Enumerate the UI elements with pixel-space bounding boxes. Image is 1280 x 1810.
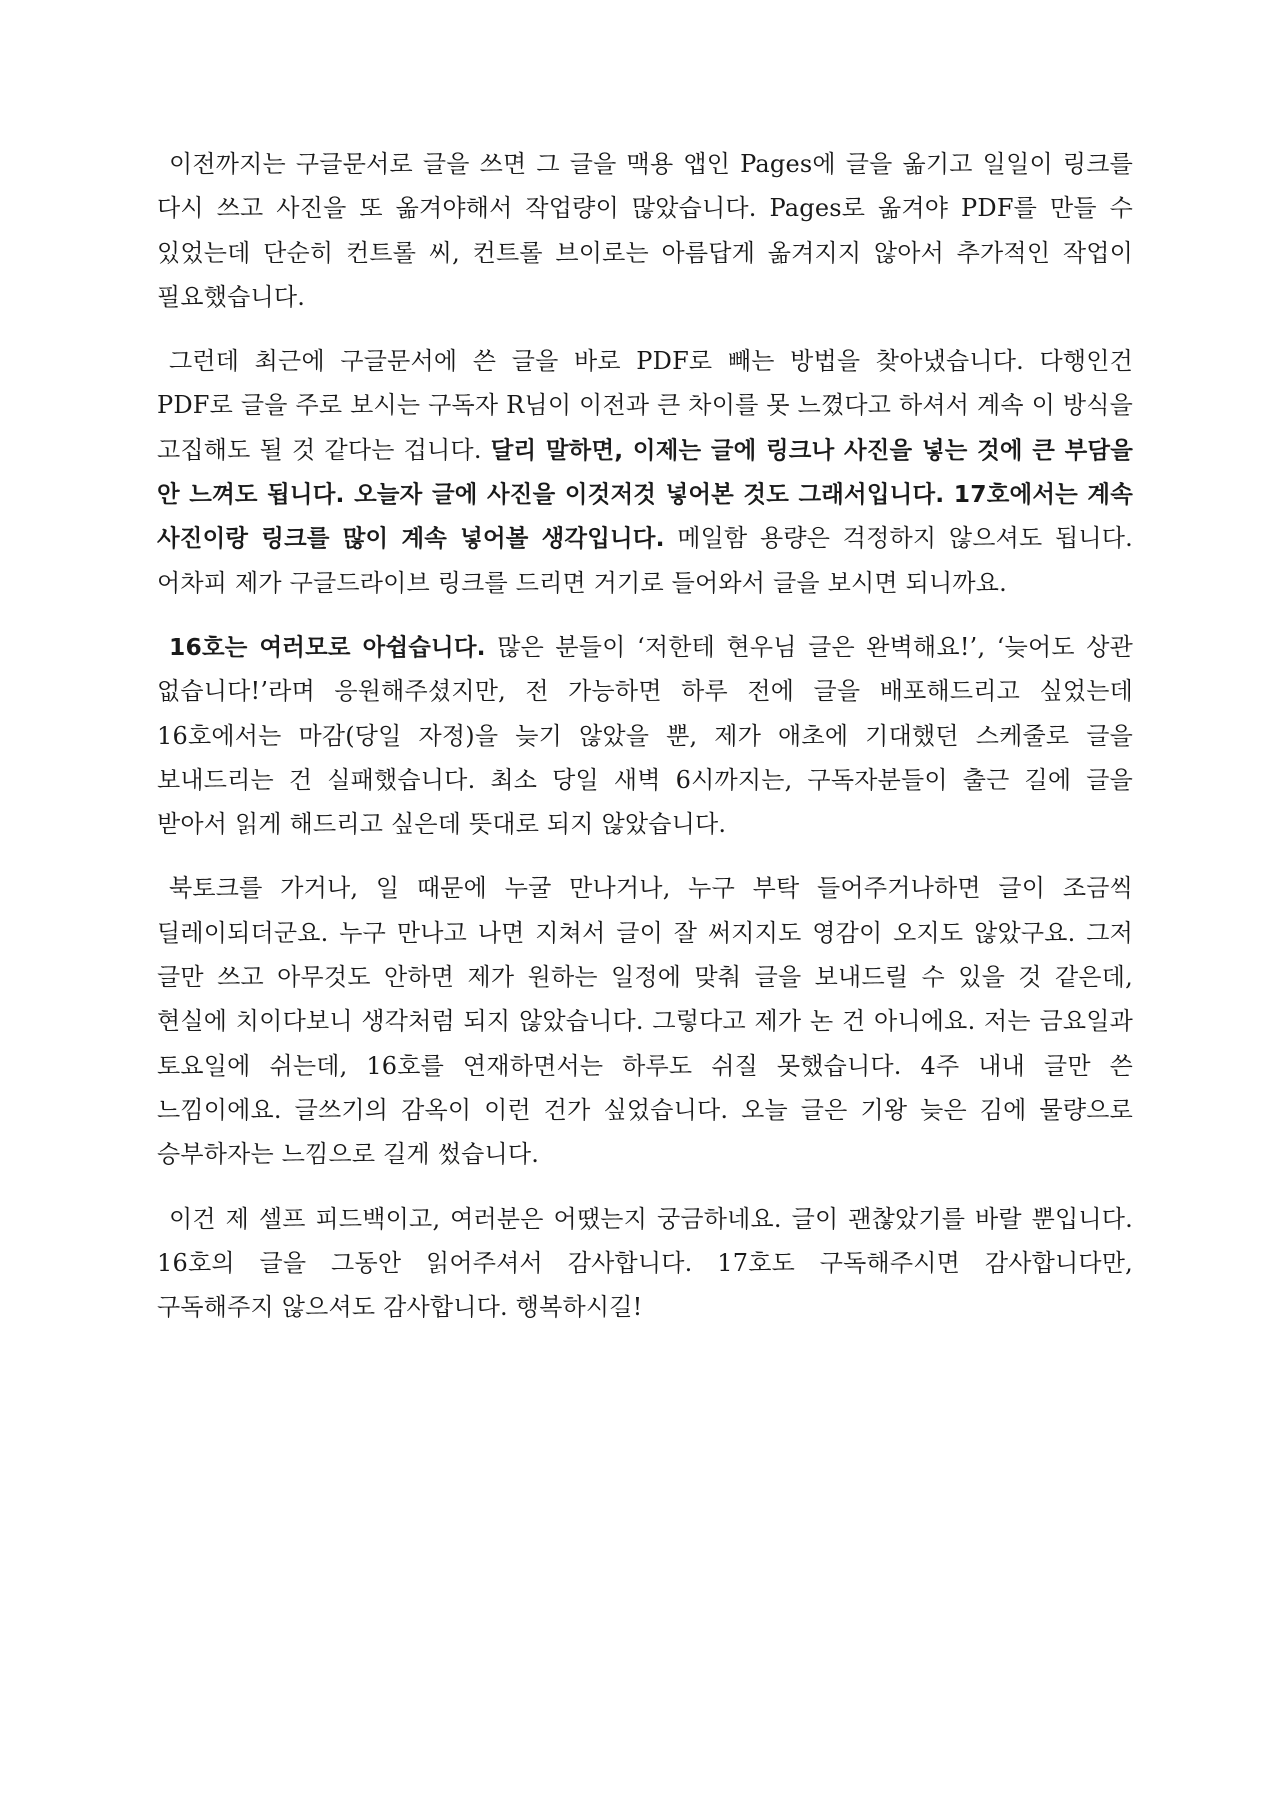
paragraph-3 [157,625,1133,846]
document-page [157,142,1133,1349]
paragraph-2-text-end: 메일함 용량은 걱정하지 않으셔도 됩니다. 어차피 제가 구글드라이브 링크를 드리면 거기로 들어와서 글을 보시면 되니까요. [157,524,1133,597]
paragraph-3-bold-text: 16호는 여러모로 아쉽습니다. [169,632,486,661]
paragraph-5-text: 이건 제 셀프 피드백이고, 여러분은 어땠는지 궁금하네요. 글이 괜찮았기를 바랄 뿐입니다. 16호의 글을 그동안 읽어주셔서 감사합니다. 17호도 구독해주시면 감사합니다만, 구독해주지 않으셔도 감사합니다. 행복하시길! [157,1204,1133,1322]
paragraph-1-text: 이전까지는 구글문서로 글을 쓰면 그 글을 맥용 앱인 Pages에 글을 옮기고 일일이 링크를 다시 쓰고 사진을 또 옮겨야해서 작업량이 많았습니다. Pages로 옮겨야 PDF를 만들 수 있었는데 단순히 컨트롤 씨, 컨트롤 브이로는 아름답게 옮겨지지 않아서 추가적인 작업이 필요했습니다. [157,150,1133,311]
paragraph-2-text: 그런데 최근에 구글문서에 쓴 글을 바로 PDF로 빼는 방법을 찾아냈습니다. 다행인건 PDF로 글을 주로 보시는 구독자 R님이 이전과 큰 차이를 못 느꼈다고 하셔서 계속 이 방식을 고집해도 될 것 같다는 겁니다. [157,347,1133,464]
paragraph-4-text: 북토크를 가거나, 일 때문에 누굴 만나거나, 누구 부탁 들어주거나하면 글이 조금씩 딜레이되더군요. 누구 만나고 나면 지쳐서 글이 잘 써지지도 영감이 오지도 않았구요. 그저 글만 쓰고 아무것도 안하면 제가 원하는 일정에 맞춰 글을 보내드릴 수 있을 것 같은데, 현실에 치이다보니 생각처럼 되지 않았습니다. 그렇다고 제가 논 건 아니에요. 저는 금요일과 토요일에 쉬는데, 16호를 연재하면서는 하루도 쉬질 못했습니다. 4주 내내 글만 쓴 느낌이에요. 글쓰기의 감옥이 이런 건가 싶었습니다. 오늘 글은 기왕 늦은 김에 물량으로 승부하자는 느낌으로 길게 썼습니다. [157,874,1133,1169]
paragraph-2 [157,339,1133,605]
paragraph-5 [157,1197,1133,1330]
paragraph-4 [157,866,1133,1176]
paragraph-2-bold-text: 달리 말하면, 이제는 글에 링크나 사진을 넣는 것에 큰 부담을 안 느껴도 됩니다. 오늘자 글에 사진을 이것저것 넣어본 것도 그래서입니다. 17호에서는 계속 사진이랑 링크를 많이 계속 넣어볼 생각입니다. [157,435,1133,553]
paragraph-1 [157,142,1133,319]
paragraph-3-text: 많은 분들이 ‘저한테 현우님 글은 완벽해요!’, ‘늦어도 상관 없습니다!’라며 응원해주셨지만, 전 가능하면 하루 전에 글을 배포해드리고 싶었는데 16호에서는 마감(당일 자정)을 늦기 않았을 뿐, 제가 애초에 기대했던 스케줄로 글을 보내드리는 건 실패했습니다. 최소 당일 새벽 6시까지는, 구독자분들이 출근 길에 글을 받아서 읽게 해드리고 싶은데 뜻대로 되지 않았습니다. [157,632,1133,839]
